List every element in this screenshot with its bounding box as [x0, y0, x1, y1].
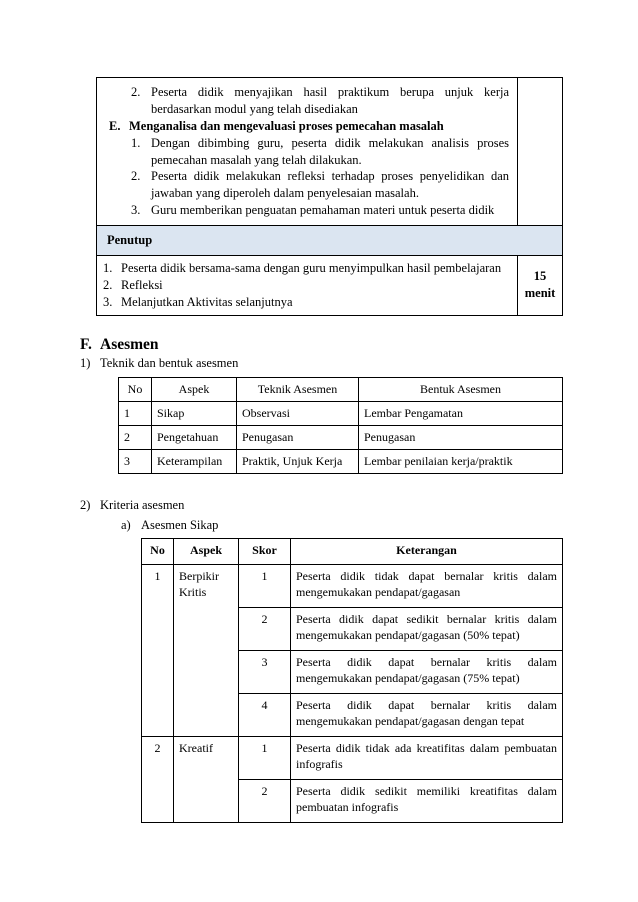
core-activities-cell — [97, 78, 518, 226]
activity-step: 3. Guru memberikan penguatan pemahaman materi untuk peserta didik — [131, 203, 495, 218]
list-item-teknik: 1) Teknik dan bentuk asesmen — [80, 356, 239, 370]
table-row: 2 Peserta didik dapat sedikit bernalar kritis dalam mengemukakan pendapat/gagasan (50% tepat) — [142, 608, 563, 651]
closing-item: 1. Peserta didik bersama-sama dengan guru menyimpulkan hasil pembelajaran — [103, 260, 502, 275]
table-row: 2 Pengetahuan Penugasan Penugasan — [119, 426, 563, 450]
technique-table — [118, 377, 563, 474]
table-header-row: No Aspek Teknik Asesmen Bentuk Asesmen — [119, 378, 563, 402]
activity-step: 2. Peserta didik menyajikan hasil praktikum berupa unjuk kerja berdasarkan modul yang telah disediakan — [131, 85, 510, 116]
time-cell-empty — [518, 78, 563, 226]
closing-time: 15 menit — [518, 255, 563, 315]
list-item-kriteria: 2) Kriteria asesmen — [80, 498, 185, 512]
sub-item-sikap: a) Asesmen Sikap — [121, 518, 219, 532]
section-heading: F. Asesmen — [80, 336, 159, 353]
activity-subheading: E. Menganalisa dan mengevaluasi proses pemecahan masalah — [109, 118, 444, 133]
table-row: 4 Peserta didik dapat bernalar kritis dalam mengemukakan pendapat/gagasan dengan tepat — [142, 694, 563, 737]
closing-item: 3. Melanjutkan Aktivitas selanjutnya — [103, 294, 293, 309]
activity-step: 1. Dengan dibimbing guru, peserta didik melakukan analisis proses pemecahan masalah yang telah dilakukan. — [131, 135, 510, 167]
table-row: 1 Sikap Observasi Lembar Pengamatan — [119, 402, 563, 426]
closing-header: Penutup — [97, 226, 563, 256]
closing-activities-cell — [97, 255, 518, 315]
table-row: 2 Peserta didik sedikit memiliki kreatifitas dalam pembuatan infografis — [142, 780, 563, 823]
closing-item: 2. Refleksi — [103, 277, 163, 292]
activities-table — [96, 77, 563, 316]
table-row: 3 Peserta didik dapat bernalar kritis dalam mengemukakan pendapat/gagasan (75% tepat) — [142, 651, 563, 694]
table-header-row: No Aspek Skor Keterangan — [142, 539, 563, 565]
activity-step: 2. Peserta didik melakukan refleksi terhadap proses penyelidikan dan jawaban yang diperoleh dalam penyelesaian masalah. — [131, 169, 510, 201]
table-row: 2 Kreatif 1 Peserta didik tidak ada kreatifitas dalam pembuatan infografis — [142, 737, 563, 780]
table-row: 1 Berpikir Kritis 1 Peserta didik tidak dapat bernalar kritis dalam mengemukakan pendapat/gagasan — [142, 565, 563, 608]
table-row: 3 Keterampilan Praktik, Unjuk Kerja Lembar penilaian kerja/praktik — [119, 450, 563, 474]
attitude-assessment-table — [141, 538, 563, 823]
